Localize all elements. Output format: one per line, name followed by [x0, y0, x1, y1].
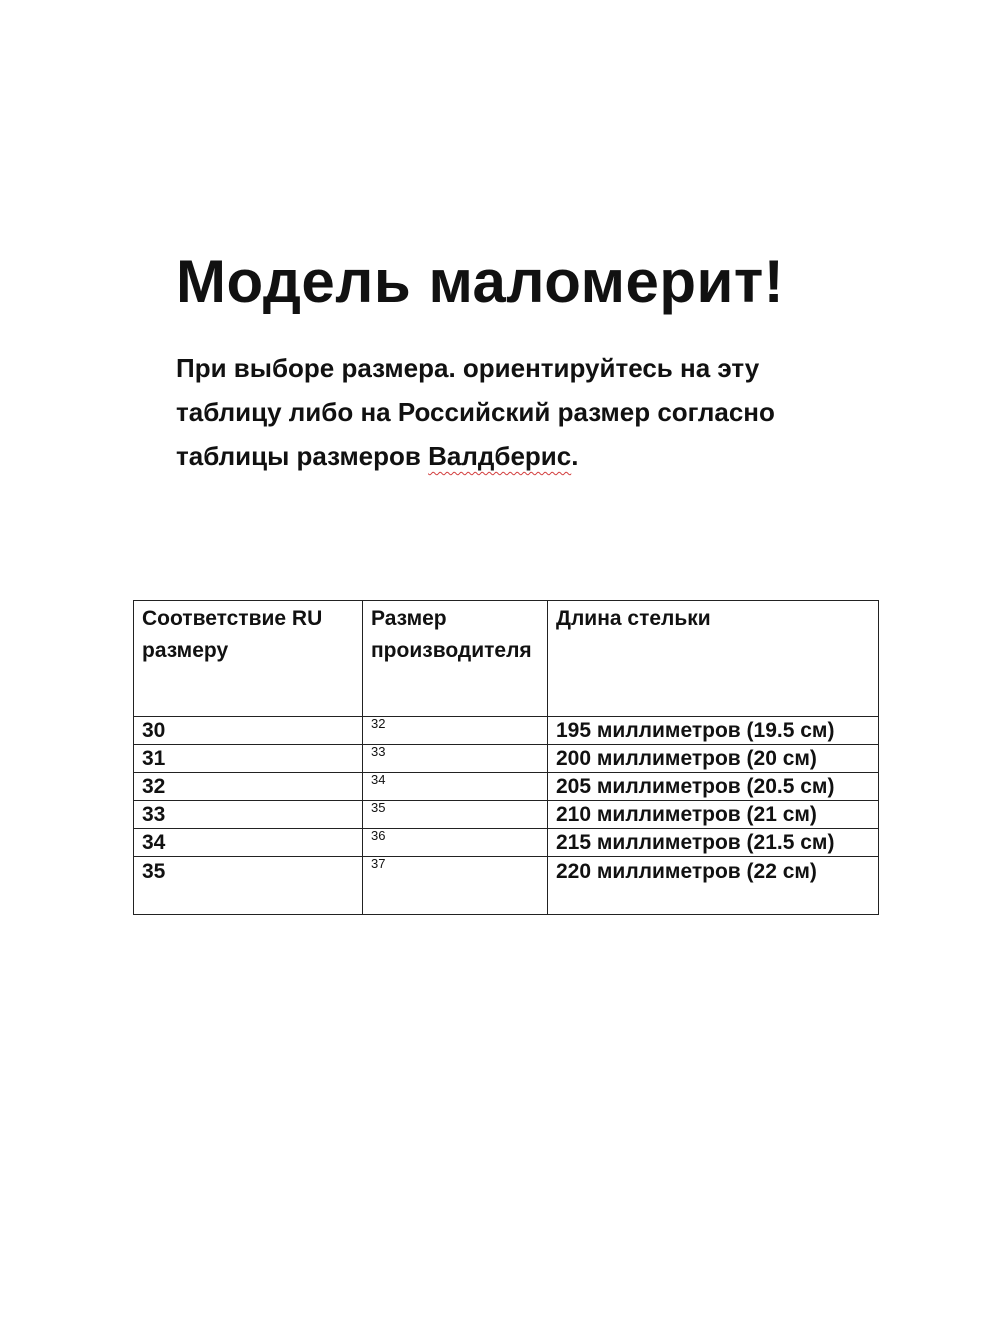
spellcheck-flagged-word: Валдберис: [428, 441, 572, 471]
cell-ru-size: 34: [134, 829, 363, 857]
cell-insole-length: 200 миллиметров (20 см): [548, 745, 879, 773]
cell-maker-size: [363, 801, 548, 829]
cell-insole-length: 220 миллиметров (22 см): [548, 857, 879, 915]
size-notice: [176, 346, 876, 478]
cell-insole-length: 195 миллиметров (19.5 см): [548, 717, 879, 745]
cell-ru-size: 31: [134, 745, 363, 773]
notice-line-3: [176, 434, 876, 478]
cell-maker-size: [363, 773, 548, 801]
cell-maker-size: [363, 829, 548, 857]
header-maker-size: Размер производителя: [363, 601, 548, 717]
size-table: [133, 600, 879, 915]
maker-size-value: 33: [371, 744, 386, 759]
table-row: [134, 717, 879, 745]
table-row: [134, 745, 879, 773]
maker-size-value: 36: [371, 828, 386, 843]
page-title: Модель маломерит!: [176, 248, 785, 315]
header-ru-size: Соответствие RU размеру: [134, 601, 363, 717]
notice-line-3-suffix: .: [571, 441, 579, 471]
table-row: [134, 773, 879, 801]
maker-size-value: 32: [371, 716, 386, 731]
cell-ru-size: 33: [134, 801, 363, 829]
cell-maker-size: [363, 717, 548, 745]
maker-size-value: 37: [371, 856, 386, 871]
header-insole-length: Длина стельки: [548, 601, 879, 717]
cell-maker-size: [363, 857, 548, 915]
notice-line-1: При выборе размера. ориентируйтесь на эту: [176, 353, 760, 383]
cell-ru-size: 35: [134, 857, 363, 915]
table-header-row: [134, 601, 879, 717]
maker-size-value: 35: [371, 800, 386, 815]
table-row: [134, 801, 879, 829]
cell-insole-length: 205 миллиметров (20.5 см): [548, 773, 879, 801]
cell-maker-size: [363, 745, 548, 773]
maker-size-value: 34: [371, 772, 386, 787]
notice-line-3-prefix: таблицы размеров: [176, 441, 429, 471]
cell-insole-length: 215 миллиметров (21.5 см): [548, 829, 879, 857]
notice-line-2: таблицу либо на Российский размер согласно: [176, 397, 775, 427]
cell-ru-size: 32: [134, 773, 363, 801]
cell-ru-size: 30: [134, 717, 363, 745]
table-row: [134, 829, 879, 857]
cell-insole-length: 210 миллиметров (21 см): [548, 801, 879, 829]
table-row: [134, 857, 879, 915]
